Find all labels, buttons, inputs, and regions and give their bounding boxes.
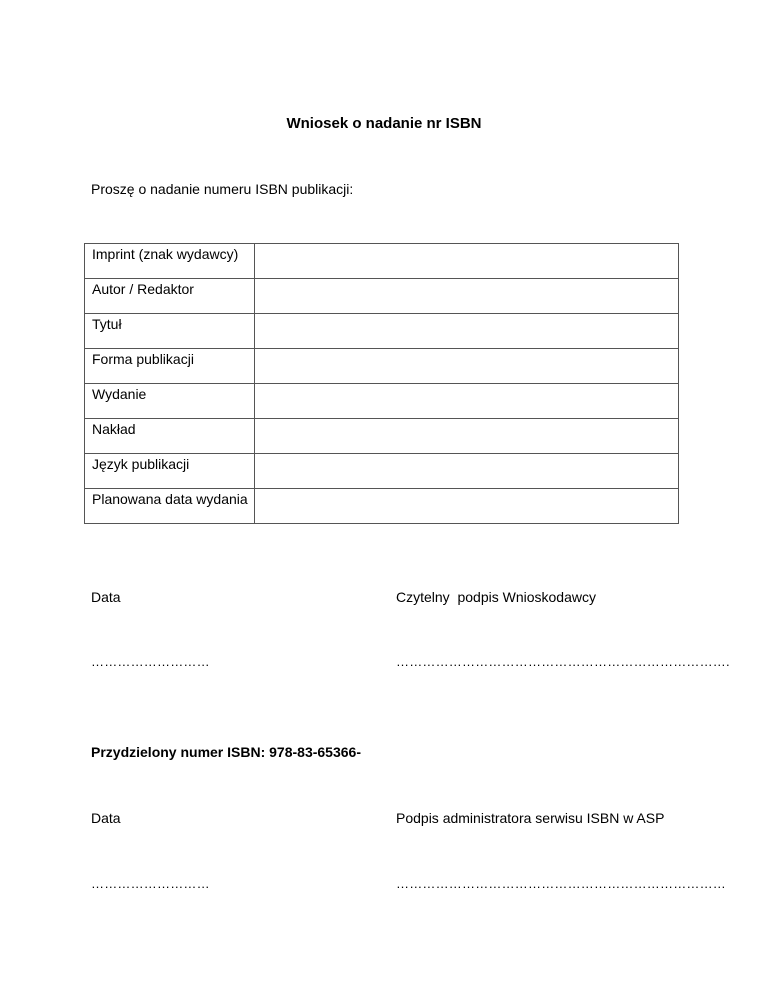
field-label-print-run: Nakład bbox=[85, 419, 255, 454]
applicant-signature-line: …………………………………………………………………. bbox=[396, 654, 730, 669]
applicant-date-label: Data bbox=[91, 589, 121, 605]
field-value-language[interactable] bbox=[255, 454, 679, 489]
field-label-form: Forma publikacji bbox=[85, 349, 255, 384]
intro-text: Proszę o nadanie numeru ISBN publikacji: bbox=[91, 181, 354, 197]
table-row bbox=[85, 279, 679, 314]
field-value-edition[interactable] bbox=[255, 384, 679, 419]
applicant-signature-label: Czytelny podpis Wnioskodawcy bbox=[396, 589, 596, 605]
field-label-release-date: Planowana data wydania bbox=[85, 489, 255, 524]
table-row bbox=[85, 384, 679, 419]
admin-signature-line: ………………………………………………………………… bbox=[396, 876, 726, 891]
table-row bbox=[85, 489, 679, 524]
table-row bbox=[85, 349, 679, 384]
field-value-author[interactable] bbox=[255, 279, 679, 314]
field-label-imprint: Imprint (znak wydawcy) bbox=[85, 244, 255, 279]
field-value-form[interactable] bbox=[255, 349, 679, 384]
field-label-edition: Wydanie bbox=[85, 384, 255, 419]
applicant-date-line: ……………………… bbox=[91, 654, 210, 669]
field-value-title[interactable] bbox=[255, 314, 679, 349]
field-label-language: Język publikacji bbox=[85, 454, 255, 489]
table-row bbox=[85, 244, 679, 279]
field-label-author: Autor / Redaktor bbox=[85, 279, 255, 314]
table-row bbox=[85, 419, 679, 454]
page-title: Wniosek o nadanie nr ISBN bbox=[286, 115, 482, 132]
table-row bbox=[85, 454, 679, 489]
isbn-number-label: Przydzielony numer ISBN: 978-83-65366- bbox=[91, 744, 361, 760]
field-value-imprint[interactable] bbox=[255, 244, 679, 279]
table-row bbox=[85, 314, 679, 349]
isbn-form-table bbox=[84, 243, 679, 524]
field-value-release-date[interactable] bbox=[255, 489, 679, 524]
admin-signature-label: Podpis administratora serwisu ISBN w ASP bbox=[396, 810, 665, 826]
field-value-print-run[interactable] bbox=[255, 419, 679, 454]
admin-date-label: Data bbox=[91, 810, 121, 826]
admin-date-line: ……………………… bbox=[91, 876, 210, 891]
field-label-title: Tytuł bbox=[85, 314, 255, 349]
